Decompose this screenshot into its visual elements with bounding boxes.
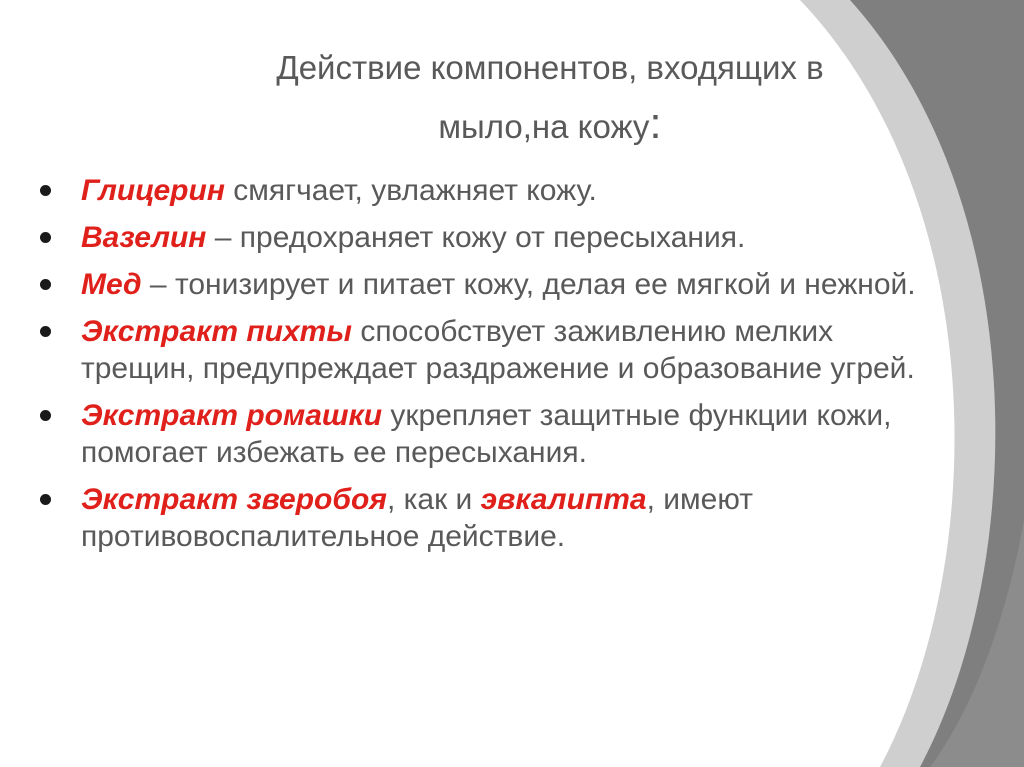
bullet-item [40, 481, 925, 555]
bullet-term: Экстракт ромашки [81, 399, 383, 432]
slide-title-line2 [180, 96, 920, 155]
bullet-text: – предохраняет кожу от пересыхания. [206, 221, 746, 254]
bullet-text: укрепляет защитные функции кожи, помогает избежать ее пересыхания. [81, 399, 892, 469]
bullet-dot-icon [40, 410, 51, 421]
bullet-text: , имеют противовоспалительное действие. [81, 483, 753, 553]
bullet-term: эвкалиптa [480, 483, 647, 516]
bullet-text: смягчает, увлажняет кожу. [224, 174, 597, 207]
bullet-dot-icon [40, 232, 51, 243]
bullet-text: – тонизирует и питает кожу, делая ее мягкой и нежной. [141, 268, 916, 301]
bullet-text: способствует заживлению мелких трещин, предупреждает раздражение и образование угрей. [81, 315, 915, 385]
bullet-term: Мед [81, 268, 142, 301]
bullet-dot-icon [40, 185, 51, 196]
bullet-dot-icon [40, 326, 51, 337]
bullet-term: Глицерин [81, 174, 225, 207]
bullet-item [40, 266, 925, 303]
slide-title-line2-text: мыло,на кожу [438, 108, 650, 145]
slide-title [180, 40, 920, 155]
bullet-text: , как и [386, 483, 481, 516]
bullet-term: Экстракт пихты [81, 315, 352, 348]
bullet-item [40, 172, 925, 209]
bullet-term: Экстракт зверобоя [81, 483, 387, 516]
bullet-item [40, 219, 925, 256]
slide-title-colon: : [649, 99, 662, 148]
bullet-item [40, 397, 925, 471]
bullet-term: Вазелин [81, 221, 207, 254]
bullet-item [40, 313, 925, 387]
bullet-list [40, 172, 925, 565]
bullet-dot-icon [40, 279, 51, 290]
slide-title-line1: Действие компонентов, входящих в [276, 49, 824, 86]
bullet-dot-icon [40, 494, 51, 505]
